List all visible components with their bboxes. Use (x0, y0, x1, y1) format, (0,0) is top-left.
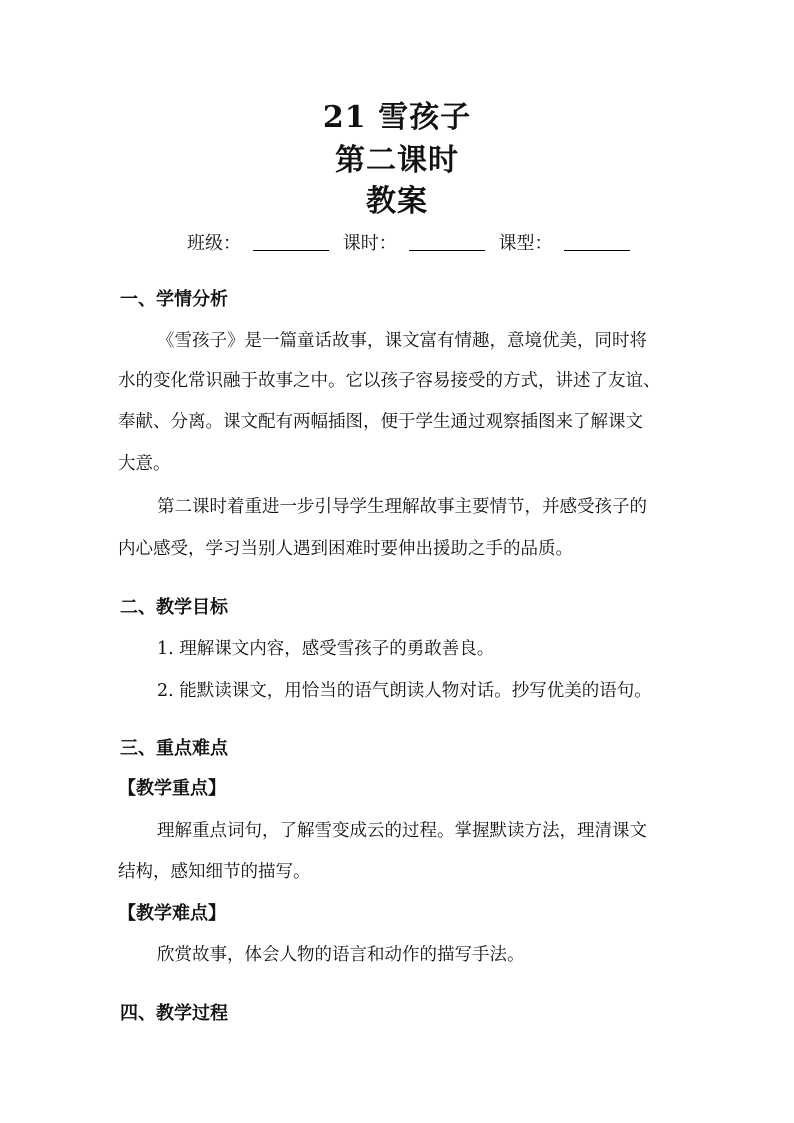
type-label: 课型： (498, 233, 553, 254)
period-blank (409, 232, 485, 251)
section-heading-analysis: 一、学情分析 (120, 289, 228, 310)
analysis-line-2: 水的变化常识融于故事之中。它以孩子容易接受的方式，讲述了友谊、 (118, 371, 661, 391)
goal-1: 1. 理解课文内容，感受雪孩子的勇敢善良。 (157, 639, 495, 659)
key-point-heading: 【教学重点】 (118, 778, 226, 799)
lesson-period: 第二课时 (335, 143, 459, 178)
key-point-line-2: 结构，感知细节的描写。 (118, 862, 311, 882)
analysis-line-6: 内心感受，学习当别人遇到困难时要伸出援助之手的品质。 (118, 539, 573, 559)
section-heading-process: 四、教学过程 (120, 1003, 228, 1024)
section-heading-key-points: 三、重点难点 (120, 738, 228, 759)
analysis-line-1: 《雪孩子》是一篇童话故事，课文富有情趣，意境优美，同时将 (157, 331, 647, 351)
meta-line (187, 232, 638, 256)
goal-2: 2. 能默读课文，用恰当的语气朗读人物对话。抄写优美的语句。 (157, 681, 652, 701)
analysis-line-4: 大意。 (118, 454, 171, 474)
class-blank (253, 232, 329, 251)
analysis-line-5: 第二课时着重进一步引导学生理解故事主要情节，并感受孩子的 (157, 497, 647, 517)
analysis-line-3: 奉献、分离。课文配有两幅插图，便于学生通过观察插图来了解课文 (118, 412, 643, 432)
key-point-line-1: 理解重点词句，了解雪变成云的过程。掌握默读方法，理清课文 (157, 821, 647, 841)
period-label: 课时： (342, 233, 397, 254)
type-blank (564, 232, 630, 251)
difficult-point-line: 欣赏故事，体会人物的语言和动作的描写手法。 (157, 945, 525, 965)
class-label: 班级： (187, 233, 241, 254)
lesson-title: 21 雪孩子 (322, 100, 472, 135)
section-heading-goals: 二、教学目标 (120, 597, 228, 618)
difficult-point-heading: 【教学难点】 (118, 903, 226, 924)
lesson-plan-label: 教案 (366, 184, 428, 219)
